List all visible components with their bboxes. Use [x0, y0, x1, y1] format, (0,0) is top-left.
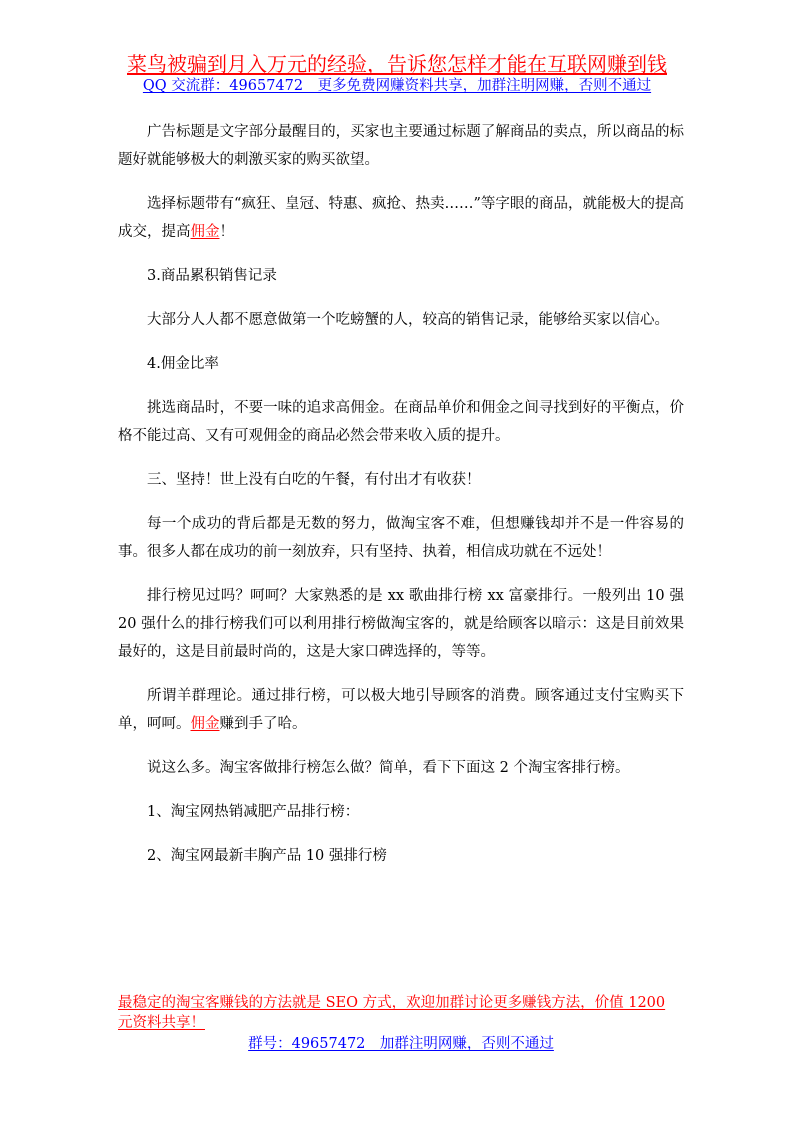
paragraph-text: ！	[219, 224, 234, 240]
list-item: 1、淘宝网热销减肥产品排行榜：	[147, 804, 360, 820]
paragraph: 每一个成功的背后都是无数的努力，做淘宝客不难，但想赚钱却并不是一件容易的事。很多人都在成功的前一刻放弃，只有坚持、执着，相信成功就在不远处！	[118, 516, 684, 560]
footer-group-text[interactable]: 群号：49657472 加群注明网赚，否则不通过	[248, 1036, 554, 1052]
article-body	[118, 118, 684, 886]
commission-link[interactable]: 佣金	[190, 716, 220, 732]
paragraph: 广告标题是文字部分最醒目的，买家也主要通过标题了解商品的卖点，所以商品的标题好就能够极大的刺激买家的购买欲望。	[118, 124, 684, 168]
commission-link[interactable]: 佣金	[190, 224, 220, 240]
paragraph-text: 选择标题带有“疯狂、皇冠、特惠、疯抢、热卖……”等字眼的商品，就能极大的提高成交，提高	[118, 196, 684, 240]
page-header	[0, 52, 794, 96]
footer-group-info[interactable]	[118, 1033, 684, 1055]
paragraph: 挑选商品时，不要一味的追求高佣金。在商品单价和佣金之间寻找到好的平衡点，价格不能过高、又有可观佣金的商品必然会带来收入质的提升。	[118, 400, 684, 444]
section-heading: 3.商品累积销售记录	[147, 268, 277, 284]
page-footer	[118, 993, 684, 1055]
section-heading: 三、坚持！世上没有白吃的午餐，有付出才有收获！	[147, 472, 481, 488]
header-title-link[interactable]: 菜鸟被骗到月入万元的经验，告诉您怎样才能在互联网赚到钱	[127, 52, 667, 76]
list-item: 2、淘宝网最新丰胸产品 10 强排行榜	[147, 848, 387, 864]
footer-promo-link[interactable]: 最稳定的淘宝客赚钱的方法就是 SEO 方式，欢迎加群讨论更多赚钱方法，价值 1200 元资料共享！	[118, 995, 666, 1031]
paragraph-text: 所谓羊群理论。通过排行榜，可以极大地引导顾客的消费。顾客通过支付宝购买下单，呵呵。	[118, 688, 684, 732]
paragraph	[118, 682, 684, 738]
header-subtitle[interactable]	[0, 76, 794, 96]
paragraph: 说这么多。淘宝客做排行榜怎么做？简单，看下下面这 2 个淘宝客排行榜。	[147, 760, 630, 776]
paragraph: 排行榜见过吗？呵呵？大家熟悉的是 xx 歌曲排行榜 xx 富豪排行。一般列出 10 强 20 强什么的排行榜我们可以利用排行榜做淘宝客的，就是给顾客以暗示：这是目前效果最好的，这是目前最时尚的，这是大家口碑选择的，等等。	[118, 588, 684, 660]
header-subtitle-text[interactable]: QQ 交流群：49657472 更多免费网赚资料共享，加群注明网赚，否则不通过	[142, 78, 652, 94]
paragraph-text: 赚到手了哈。	[219, 716, 307, 732]
section-heading: 4.佣金比率	[147, 356, 219, 372]
paragraph: 大部分人人都不愿意做第一个吃螃蟹的人，较高的销售记录，能够给买家以信心。	[147, 312, 669, 328]
paragraph	[118, 190, 684, 246]
